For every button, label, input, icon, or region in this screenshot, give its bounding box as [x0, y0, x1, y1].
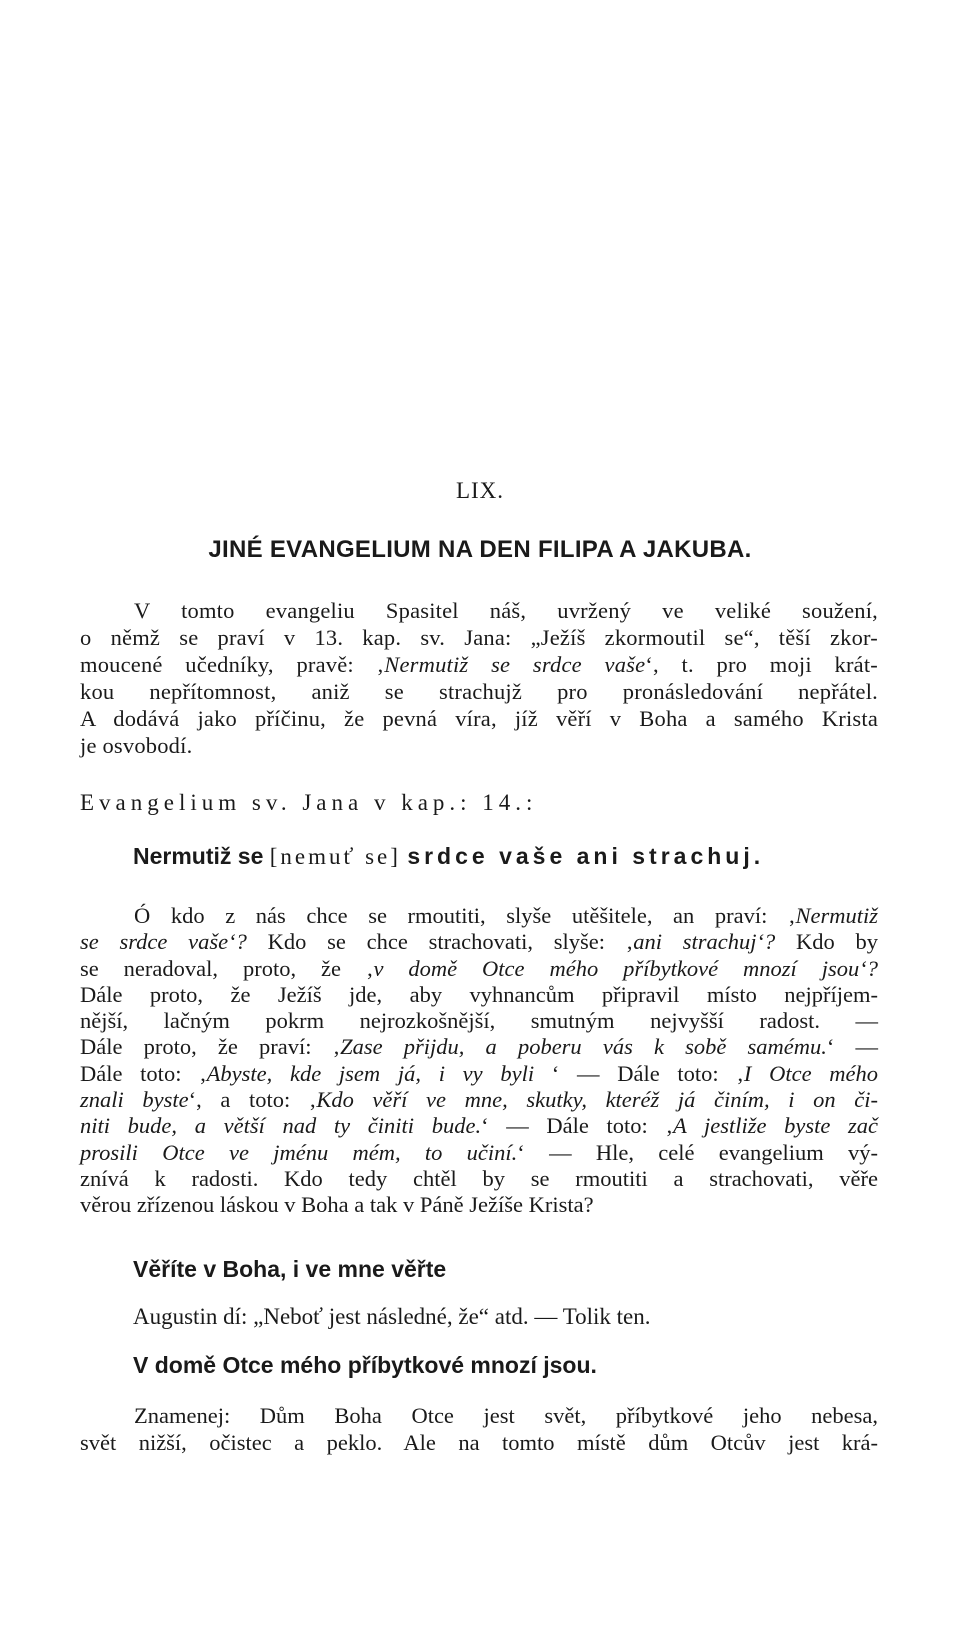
text-line [80, 903, 878, 929]
text-line: kou nepřítomnost, aniž se strachujž pro pronásledování nepřátel. [80, 679, 878, 704]
text-span: Dále proto, že praví: ‚ [80, 1034, 341, 1060]
heading-text: srdce vaše ani strachuj. [407, 843, 765, 869]
italic-quote: Kdo věří ve mne, skutky, kteréž já činím, i on či- [316, 1087, 878, 1113]
text-line: Dále proto, že Ježíš jde, aby vyhnancům připravil místo nejpříjem- [80, 981, 878, 1007]
text-span: Dále toto: ‚ [80, 1060, 207, 1086]
text-line [80, 651, 878, 678]
italic-quote: se srdce vaše‘? [80, 929, 247, 955]
text-line: je osvobodí. [80, 733, 193, 758]
text-line [80, 1113, 878, 1139]
section-heading [133, 843, 764, 870]
italic-quote: Abyste, kde jsem já, i vy byli [206, 1060, 535, 1086]
italic-quote: I Otce mého [743, 1060, 879, 1086]
text-span: moucené učedníky, pravě: ‚ [80, 652, 385, 677]
section-heading: V domě Otce mého příbytkové mnozí jsou. [133, 1352, 597, 1378]
text-span: ‘, t. pro moji krát- [645, 652, 879, 677]
text-line [80, 1034, 878, 1060]
augustine-quote: Augustin dí: „Neboť jest následné, že“ atd. — Tolik ten. [133, 1304, 651, 1329]
heading-gloss: [nemuť se] [269, 844, 401, 869]
text-line: nější, lačným pokrm nejrozkošnější, smutným nejvyšší radost. — [80, 1008, 878, 1034]
text-span: Kdo by [775, 929, 878, 955]
text-line: V tomto evangeliu Spasitel náš, uvržený ve veliké soužení, [134, 598, 878, 623]
heading-text: Nermutiž se [133, 843, 264, 869]
italic-quote: ani strachuj‘? [633, 929, 776, 955]
text-span: ‘ — Dále toto: ‚ [534, 1060, 744, 1086]
chapter-title: JINÉ EVANGELIUM NA DEN FILIPA A JAKUBA. [208, 536, 752, 563]
text-line [80, 1061, 878, 1087]
text-line [80, 1087, 878, 1113]
italic-quote: A jestliže byste zač [672, 1113, 878, 1139]
text-span: ‘ — Dále toto: ‚ [481, 1113, 673, 1139]
main-paragraph [80, 903, 878, 1219]
text-line [80, 929, 878, 955]
text-span: ‘ — Hle, celé evangelium vý- [517, 1139, 878, 1165]
text-line: znívá k radosti. Kdo tedy chtěl by se rmoutiti a strachovati, věře [80, 1165, 878, 1191]
text-line: svět nižší, očistec a peklo. Ale na tomto místě dům Otcův jest krá- [80, 1430, 878, 1455]
text-line: Znamenej: Dům Boha Otce jest svět, příbytkové jeho nebesa, [134, 1403, 878, 1428]
text-span: se neradoval, proto, že ‚ [80, 955, 374, 981]
italic-quote: znali byste [80, 1087, 189, 1113]
text-span: Kdo se chce strachovati, slyše: ‚ [246, 929, 634, 955]
text-line [80, 1140, 878, 1166]
italic-quote: Nermutiž [795, 903, 878, 928]
closing-paragraph [80, 1402, 878, 1456]
gospel-reference: Evangelium sv. Jana v kap.: 14.: [80, 790, 538, 815]
text-line: A dodává jako příčinu, že pevná víra, jíž věří v Boha a samého Krista [80, 706, 878, 731]
text-span: ‘ — [826, 1034, 878, 1060]
intro-paragraph [80, 597, 878, 759]
italic-quote: niti bude, a větší nad ty činiti bude. [80, 1113, 482, 1139]
italic-quote: Zase přijdu, a poberu vás k sobě samému. [340, 1034, 827, 1060]
text-line: o němž se praví v 13. kap. sv. Jana: „Ježíš zkormoutil se“, těší zkor- [80, 625, 878, 650]
text-span: ‘, a toto: ‚ [188, 1087, 317, 1113]
text-line [80, 956, 878, 982]
section-heading: Věříte v Boha, i ve mne věřte [133, 1256, 447, 1282]
text-line: věrou zřízenou láskou v Boha a tak v Páně Ježíše Krista? [80, 1192, 594, 1218]
italic-quote: v domě Otce mého příbytkové mnozí jsou‘? [373, 955, 878, 981]
italic-quote: Nermutiž se srdce vaše [384, 652, 646, 677]
italic-quote: prosili Otce ve jménu mém, to učiní. [80, 1139, 518, 1165]
text-span: Ó kdo z nás chce se rmoutiti, slyše utěšitele, an praví: ‚ [134, 903, 796, 928]
chapter-number: LIX. [455, 478, 505, 503]
